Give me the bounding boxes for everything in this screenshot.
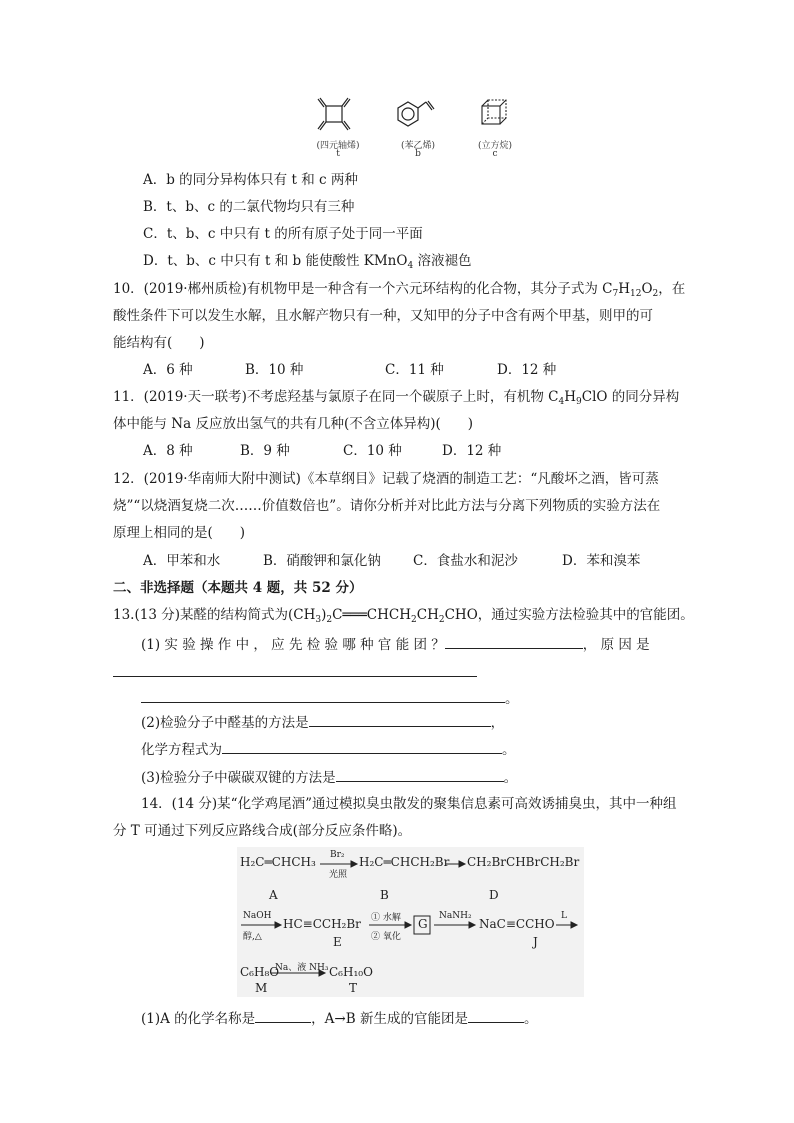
q9-option-c: C．t、b、c 中只有 t 的所有原子处于同一平面 bbox=[143, 226, 423, 242]
q13-part3: (3)检验分子中碳碳双键的方法是 。 bbox=[141, 767, 517, 788]
label-d: D bbox=[489, 888, 499, 902]
reagent-nanh2: NaNH₂ bbox=[439, 911, 472, 921]
q11-stem-line1: 11．(2019·天一联考)不考虑羟基与氯原子在同一个碳原子上时，有机物 $C_4H_9ClO$ 的同分异构 bbox=[113, 389, 680, 407]
q10-option-c: C．11 种 bbox=[385, 362, 444, 378]
step-oxidation: ② 氧化 bbox=[371, 932, 401, 942]
reaction-scheme bbox=[237, 847, 584, 997]
q14-answer-blank-name[interactable] bbox=[255, 1008, 311, 1023]
q13-part2a: (2)检验分子中醛基的方法是 ， bbox=[141, 712, 504, 733]
label-m: M bbox=[255, 981, 268, 995]
q11-stem-line2: 体中能与 Na 反应放出氢气的共有几种(不含立体异构)( ) bbox=[113, 416, 474, 432]
label-j: J bbox=[533, 935, 538, 949]
q13-part1: (1) 实 验 操 作 中 ， 应 先 检 验 哪 种 官 能 团 ？ ， 原 因 是 bbox=[141, 634, 650, 655]
q12-option-b: B．硝酸钾和氯化钠 bbox=[263, 553, 381, 569]
q9-option-b: B．t、b、c 的二氯代物均只有三种 bbox=[143, 199, 355, 215]
q10-stem-line1: 10．(2019·郴州质检)有机物甲是一种含有一个六元环结构的化合物，其分子式为 $C_7H_{12}O_2$，在 bbox=[113, 281, 686, 299]
q13-answer-blank-double-bond[interactable] bbox=[336, 767, 504, 782]
b-structure bbox=[398, 101, 434, 126]
c-name: (立方烷) bbox=[477, 141, 513, 151]
q14-stem-line1: 14．(14 分)某“化学鸡尾酒”通过模拟臭虫散发的聚集信息素可高效诱捕臭虫，其中一种组 bbox=[141, 796, 677, 812]
q11-option-c: C．10 种 bbox=[343, 443, 402, 459]
q10-option-d: D．12 种 bbox=[497, 362, 557, 378]
q9-option-a: A．b 的同分异构体只有 t 和 c 两种 bbox=[143, 172, 358, 188]
compound-g: G bbox=[418, 917, 428, 931]
condition-light: 光照 bbox=[329, 870, 348, 880]
q13-part2b: 化学方程式为 。 bbox=[141, 739, 516, 760]
q10-option-b: B．10 种 bbox=[245, 362, 304, 378]
q12-stem-line3: 原理上相同的是( ) bbox=[113, 525, 246, 541]
q10-stem-line2: 酸性条件下可以发生水解，且水解产物只有一种，又知甲的分子中含有两个甲基，则甲的可 bbox=[113, 308, 653, 324]
reagent-br2: Br₂ bbox=[330, 850, 345, 860]
q11-option-d: D．12 种 bbox=[442, 443, 502, 459]
q13-answer-blank-3[interactable] bbox=[141, 688, 505, 703]
q10-option-a: A．6 种 bbox=[143, 362, 193, 378]
compound-j-formula: NaC≡CCHO bbox=[479, 917, 555, 931]
condition-alcohol-heat: 醇,△ bbox=[243, 932, 262, 942]
q12-option-c: C．食盐水和泥沙 bbox=[413, 553, 518, 569]
q14-part1: (1)A 的化学名称是 ，A→B 新生成的官能团是 。 bbox=[141, 1008, 537, 1029]
b-name: (苯乙烯) bbox=[400, 141, 436, 151]
q12-option-a: A．甲苯和水 bbox=[143, 553, 221, 569]
t-name: (四元轴烯) bbox=[316, 141, 360, 151]
label-a: A bbox=[269, 888, 278, 902]
q9-option-d: D．t、b、c 中只有 t 和 b 能使酸性 KMnO$_4$ 溶液褪色 bbox=[143, 253, 472, 271]
step-hydrolysis: ① 水解 bbox=[371, 913, 401, 923]
q12-stem-line2: 烧”“以烧酒复烧二次……价值数倍也”。请你分析并对比此方法与分离下列物质的实验方法在 bbox=[113, 498, 661, 514]
compound-e-formula: HC≡CCH₂Br bbox=[283, 917, 361, 931]
compound-b-formula: H₂C═CHCH₂Br bbox=[359, 855, 450, 869]
compound-m-formula: C₆H₈O bbox=[240, 965, 280, 979]
q11-option-b: B．9 种 bbox=[240, 443, 290, 459]
q13-stem: 13.(13 分)某醛的结构简式为$(CH_3)_2C═══CHCH_2CH_2CHO$，通过实验方法检验其中的官能团。 bbox=[113, 607, 694, 625]
molecule-structures bbox=[300, 92, 530, 142]
c-structure bbox=[482, 100, 506, 124]
q13-answer-line-2[interactable] bbox=[113, 676, 477, 677]
label-b: B bbox=[380, 888, 389, 902]
q13-part1-cont: 。 bbox=[141, 688, 519, 709]
b-letter: b bbox=[415, 149, 421, 159]
q13-answer-blank-aldehyde[interactable] bbox=[309, 712, 491, 727]
q11-option-a: A．8 种 bbox=[143, 443, 193, 459]
compound-d-formula: CH₂BrCHBrCH₂Br bbox=[467, 855, 580, 869]
t-letter: t bbox=[336, 149, 340, 159]
compound-t-formula: C₆H₁₀O bbox=[329, 965, 373, 979]
section-heading: 二、非选择题（本题共 4 题，共 52 分） bbox=[113, 580, 363, 596]
q12-option-d: D．苯和溴苯 bbox=[562, 553, 641, 569]
q10-stem-line3: 能结构有( ) bbox=[113, 335, 205, 351]
reagent-l: L bbox=[561, 911, 567, 921]
c-letter: c bbox=[492, 149, 498, 159]
q12-stem-line1: 12．(2019·华南师大附中测试)《本草纲目》记载了烧酒的制造工艺：“凡酸坏之酒，皆可蒸 bbox=[113, 471, 659, 487]
reagent-naoh: NaOH bbox=[243, 911, 272, 921]
t-structure bbox=[318, 98, 350, 130]
q14-answer-blank-group[interactable] bbox=[468, 1008, 524, 1023]
label-e: E bbox=[333, 935, 342, 949]
q14-stem-line2: 分 T 可通过下列反应路线合成(部分反应条件略)。 bbox=[113, 823, 412, 839]
q13-answer-blank-1[interactable] bbox=[445, 634, 583, 649]
label-t: T bbox=[349, 981, 358, 995]
reagent-na-liquid-nh3: Na、液 NH₃ bbox=[275, 963, 329, 973]
q13-answer-blank-equation[interactable] bbox=[222, 739, 502, 754]
compound-a-formula: H₂C═CHCH₃ bbox=[240, 855, 316, 869]
